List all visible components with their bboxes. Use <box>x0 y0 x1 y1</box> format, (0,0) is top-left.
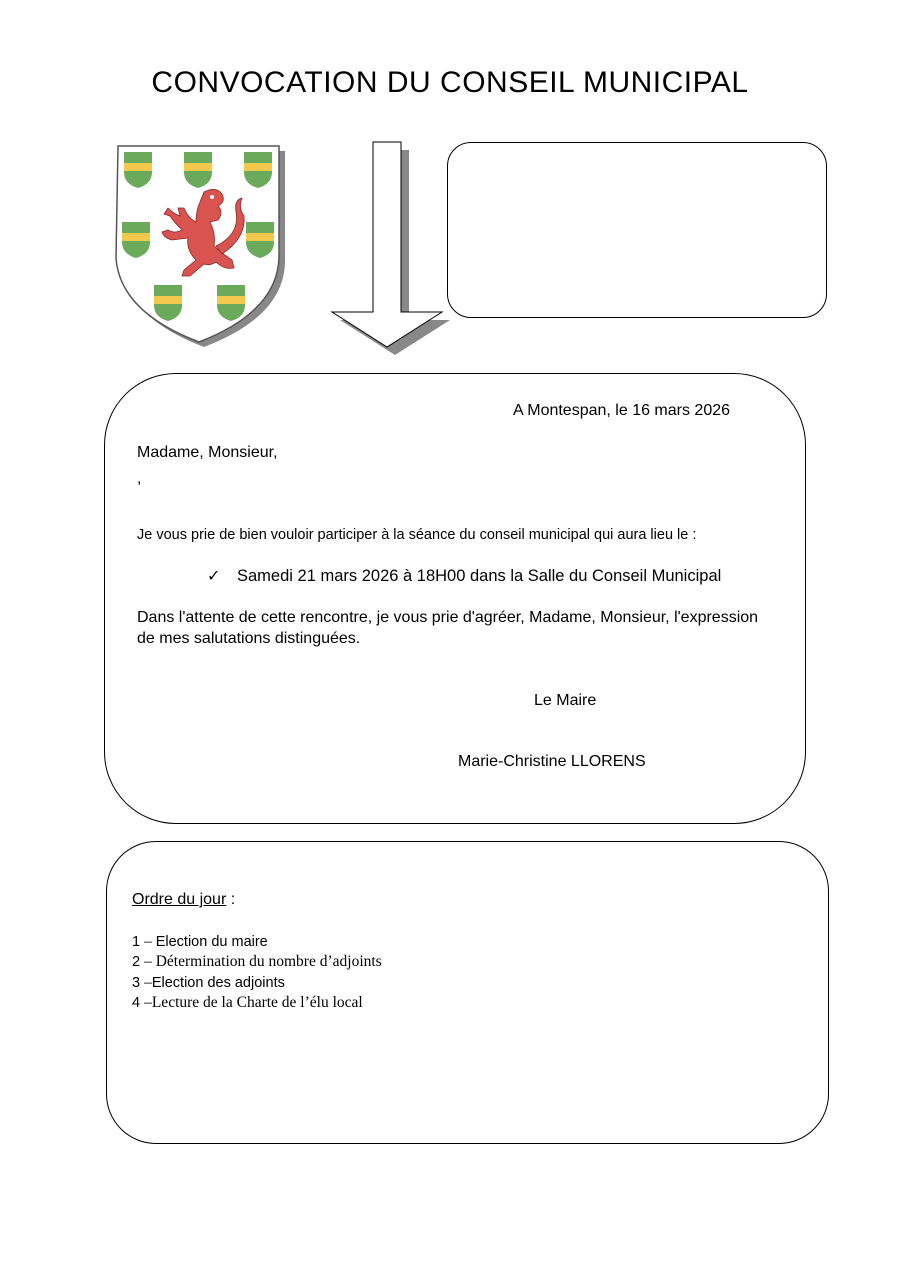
agenda-item-number: 4 <box>132 994 145 1011</box>
invitation-text: Je vous prie de bien vouloir participer à la séance du conseil municipal qui aura lieu le : <box>137 527 697 543</box>
agenda-item <box>132 973 382 993</box>
salutation: Madame, Monsieur, <box>137 444 278 461</box>
page-title: CONVOCATION DU CONSEIL MUNICIPAL <box>151 66 749 99</box>
agenda-item-dash: – <box>144 973 152 991</box>
agenda-item-number: 1 <box>132 934 145 950</box>
agenda-item <box>132 932 382 952</box>
address-box <box>447 142 827 318</box>
stray-mark: , <box>137 470 142 487</box>
agenda-item-text: Election du maire <box>155 934 268 950</box>
agenda-item-number: 2 <box>132 954 145 971</box>
closing-line-1: Dans l'attente de cette rencontre, je vous prie d'agréer, Madame, Monsieur, l'expression <box>137 609 759 626</box>
agenda-item-text: Election des adjoints <box>151 974 285 991</box>
place-date: A Montespan, le 16 mars 2026 <box>513 402 731 419</box>
agenda-title-suffix: : <box>226 891 236 908</box>
agenda-item-dash: – <box>144 933 156 950</box>
checkmark-icon: ✓ <box>207 568 221 585</box>
session-details: Samedi 21 mars 2026 à 18H00 dans la Salle du Conseil Municipal <box>237 567 722 585</box>
agenda-list <box>132 932 382 1013</box>
agenda-item <box>132 993 382 1013</box>
agenda-item-dash: – <box>144 953 156 971</box>
signer-role: Le Maire <box>534 692 597 709</box>
agenda-item-dash: – <box>144 993 152 1011</box>
agenda-item-text: Lecture de la Charte de l’élu local <box>151 993 363 1011</box>
agenda-title: Ordre du jour <box>132 891 227 908</box>
signer-name: Marie-Christine LLORENS <box>458 753 646 770</box>
agenda-heading <box>132 891 235 909</box>
agenda-item <box>132 952 382 972</box>
closing-line-2: de mes salutations distinguées. <box>137 630 361 647</box>
coat-of-arms-icon <box>112 142 287 348</box>
agenda-item-number: 3 <box>132 974 145 991</box>
down-arrow-icon <box>330 140 452 358</box>
letter-frame <box>104 373 806 824</box>
agenda-item-text: Détermination du nombre d’adjoints <box>155 953 382 971</box>
